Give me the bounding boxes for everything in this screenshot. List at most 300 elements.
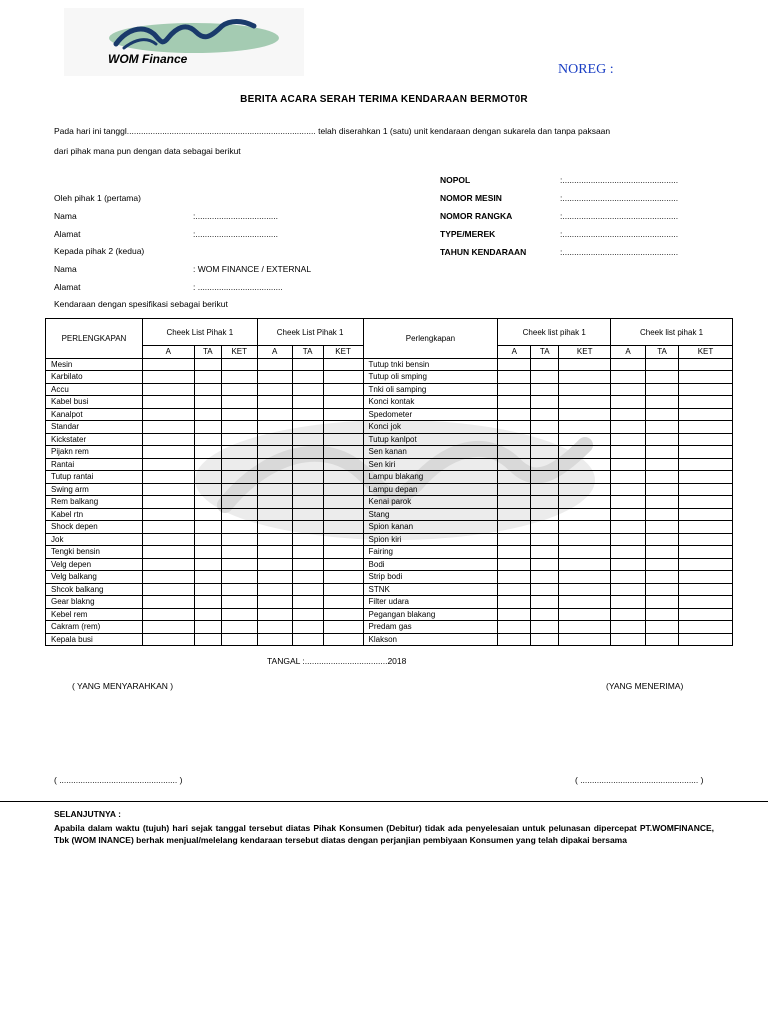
check-cell[interactable] <box>679 546 733 559</box>
check-cell[interactable] <box>679 421 733 434</box>
check-cell[interactable] <box>292 633 323 646</box>
check-cell[interactable] <box>498 483 531 496</box>
check-cell[interactable] <box>292 621 323 634</box>
check-cell[interactable] <box>221 458 257 471</box>
check-cell[interactable] <box>611 421 646 434</box>
check-cell[interactable] <box>611 383 646 396</box>
check-cell[interactable] <box>559 471 611 484</box>
check-cell[interactable] <box>646 396 679 409</box>
check-cell[interactable] <box>531 558 559 571</box>
check-cell[interactable] <box>257 633 292 646</box>
check-cell[interactable] <box>559 608 611 621</box>
check-cell[interactable] <box>498 471 531 484</box>
check-cell[interactable] <box>292 433 323 446</box>
check-cell[interactable] <box>646 633 679 646</box>
check-cell[interactable] <box>221 533 257 546</box>
check-cell[interactable] <box>194 383 221 396</box>
check-cell[interactable] <box>257 371 292 384</box>
check-cell[interactable] <box>221 483 257 496</box>
check-cell[interactable] <box>142 546 194 559</box>
check-cell[interactable] <box>257 533 292 546</box>
check-cell[interactable] <box>194 446 221 459</box>
check-cell[interactable] <box>221 571 257 584</box>
check-cell[interactable] <box>257 508 292 521</box>
check-cell[interactable] <box>531 596 559 609</box>
check-cell[interactable] <box>221 408 257 421</box>
check-cell[interactable] <box>611 371 646 384</box>
check-cell[interactable] <box>559 446 611 459</box>
check-cell[interactable] <box>531 583 559 596</box>
check-cell[interactable] <box>257 471 292 484</box>
check-cell[interactable] <box>498 383 531 396</box>
check-cell[interactable] <box>257 433 292 446</box>
checklist-body <box>46 358 733 646</box>
logo-text: WOM Finance <box>108 52 188 66</box>
check-cell[interactable] <box>257 546 292 559</box>
check-cell[interactable] <box>679 633 733 646</box>
check-cell[interactable] <box>221 433 257 446</box>
check-cell[interactable] <box>531 546 559 559</box>
left-equipment-item: Kebel rem <box>46 608 143 621</box>
check-cell[interactable] <box>323 533 363 546</box>
check-cell[interactable] <box>611 571 646 584</box>
check-cell[interactable] <box>221 496 257 509</box>
check-cell[interactable] <box>679 621 733 634</box>
check-cell[interactable] <box>221 421 257 434</box>
check-cell[interactable] <box>498 596 531 609</box>
check-cell[interactable] <box>292 521 323 534</box>
check-cell[interactable] <box>142 521 194 534</box>
check-cell[interactable] <box>646 521 679 534</box>
check-cell[interactable] <box>323 483 363 496</box>
check-cell[interactable] <box>221 583 257 596</box>
check-cell[interactable] <box>679 508 733 521</box>
handover-signature-line: ( .................................................. ) <box>54 775 183 785</box>
check-cell[interactable] <box>194 533 221 546</box>
check-cell[interactable] <box>646 558 679 571</box>
check-cell[interactable] <box>498 396 531 409</box>
check-cell[interactable] <box>221 508 257 521</box>
check-cell[interactable] <box>194 471 221 484</box>
check-cell[interactable] <box>292 421 323 434</box>
check-cell[interactable] <box>292 596 323 609</box>
check-cell[interactable] <box>646 421 679 434</box>
check-cell[interactable] <box>194 571 221 584</box>
check-cell[interactable] <box>221 546 257 559</box>
check-cell[interactable] <box>257 358 292 371</box>
date-line <box>267 656 406 666</box>
check-cell[interactable] <box>257 608 292 621</box>
check-cell[interactable] <box>559 383 611 396</box>
check-cell[interactable] <box>323 571 363 584</box>
check-cell[interactable] <box>531 446 559 459</box>
check-cell[interactable] <box>323 633 363 646</box>
check-cell[interactable] <box>498 433 531 446</box>
check-cell[interactable] <box>531 458 559 471</box>
check-cell[interactable] <box>257 483 292 496</box>
check-cell[interactable] <box>142 396 194 409</box>
check-cell[interactable] <box>559 358 611 371</box>
check-cell[interactable] <box>194 621 221 634</box>
check-cell[interactable] <box>646 596 679 609</box>
check-cell[interactable] <box>611 633 646 646</box>
check-cell[interactable] <box>292 608 323 621</box>
check-cell[interactable] <box>679 533 733 546</box>
vehicle-label-nopol: NOPOL <box>440 175 471 185</box>
check-cell[interactable] <box>679 458 733 471</box>
check-cell[interactable] <box>531 396 559 409</box>
check-cell[interactable] <box>559 596 611 609</box>
check-cell[interactable] <box>498 508 531 521</box>
left-equipment-item: Shock depen <box>46 521 143 534</box>
check-cell[interactable] <box>142 383 194 396</box>
check-cell[interactable] <box>611 408 646 421</box>
check-cell[interactable] <box>194 433 221 446</box>
check-cell[interactable] <box>292 496 323 509</box>
check-cell[interactable] <box>323 621 363 634</box>
check-cell[interactable] <box>679 408 733 421</box>
check-cell[interactable] <box>498 496 531 509</box>
check-cell[interactable] <box>194 596 221 609</box>
check-cell[interactable] <box>323 383 363 396</box>
check-cell[interactable] <box>257 446 292 459</box>
check-cell[interactable] <box>257 571 292 584</box>
check-cell[interactable] <box>611 596 646 609</box>
check-cell[interactable] <box>646 583 679 596</box>
check-cell[interactable] <box>142 596 194 609</box>
check-cell[interactable] <box>498 358 531 371</box>
right-equipment-item: Tutup tnki bensin <box>363 358 498 371</box>
check-cell[interactable] <box>257 383 292 396</box>
check-cell[interactable] <box>142 508 194 521</box>
check-cell[interactable] <box>611 508 646 521</box>
second-address-label: Alamat <box>54 282 81 292</box>
check-cell[interactable] <box>323 546 363 559</box>
check-cell[interactable] <box>323 433 363 446</box>
check-cell[interactable] <box>498 608 531 621</box>
check-cell[interactable] <box>292 396 323 409</box>
check-cell[interactable] <box>679 521 733 534</box>
check-cell[interactable] <box>646 483 679 496</box>
check-cell[interactable] <box>221 471 257 484</box>
check-cell[interactable] <box>559 533 611 546</box>
table-row <box>46 621 733 634</box>
check-cell[interactable] <box>498 633 531 646</box>
check-cell[interactable] <box>531 508 559 521</box>
check-cell[interactable] <box>646 621 679 634</box>
check-cell[interactable] <box>679 571 733 584</box>
check-cell[interactable] <box>292 546 323 559</box>
check-cell[interactable] <box>323 458 363 471</box>
check-cell[interactable] <box>257 496 292 509</box>
check-cell[interactable] <box>498 458 531 471</box>
check-cell[interactable] <box>679 496 733 509</box>
check-cell[interactable] <box>611 458 646 471</box>
check-cell[interactable] <box>611 521 646 534</box>
check-cell[interactable] <box>292 408 323 421</box>
check-cell[interactable] <box>559 571 611 584</box>
check-cell[interactable] <box>142 533 194 546</box>
check-cell[interactable] <box>221 621 257 634</box>
check-cell[interactable] <box>559 521 611 534</box>
check-cell[interactable] <box>611 446 646 459</box>
checklist-table <box>45 318 733 646</box>
check-cell[interactable] <box>679 446 733 459</box>
check-cell[interactable] <box>679 433 733 446</box>
check-cell[interactable] <box>559 496 611 509</box>
check-cell[interactable] <box>679 471 733 484</box>
check-cell[interactable] <box>531 383 559 396</box>
check-cell[interactable] <box>323 596 363 609</box>
check-cell[interactable] <box>292 471 323 484</box>
check-cell[interactable] <box>292 558 323 571</box>
check-cell[interactable] <box>221 358 257 371</box>
check-cell[interactable] <box>559 421 611 434</box>
check-cell[interactable] <box>498 558 531 571</box>
right-equipment-item: Spedometer <box>363 408 498 421</box>
check-cell[interactable] <box>221 521 257 534</box>
check-cell[interactable] <box>142 496 194 509</box>
check-cell[interactable] <box>257 583 292 596</box>
check-cell[interactable] <box>142 446 194 459</box>
check-cell[interactable] <box>531 533 559 546</box>
check-cell[interactable] <box>142 433 194 446</box>
check-cell[interactable] <box>142 608 194 621</box>
check-cell[interactable] <box>611 608 646 621</box>
check-cell[interactable] <box>531 358 559 371</box>
check-cell[interactable] <box>292 583 323 596</box>
right-check1-header: Cheek list pihak 1 <box>498 319 611 346</box>
check-cell[interactable] <box>292 358 323 371</box>
check-cell[interactable] <box>611 396 646 409</box>
check-cell[interactable] <box>679 371 733 384</box>
check-cell[interactable] <box>498 583 531 596</box>
check-cell[interactable] <box>498 533 531 546</box>
check-cell[interactable] <box>323 608 363 621</box>
check-cell[interactable] <box>194 508 221 521</box>
check-cell[interactable] <box>292 508 323 521</box>
check-cell[interactable] <box>559 508 611 521</box>
check-cell[interactable] <box>679 396 733 409</box>
check-cell[interactable] <box>531 608 559 621</box>
check-cell[interactable] <box>611 433 646 446</box>
check-cell[interactable] <box>559 621 611 634</box>
table-row <box>46 596 733 609</box>
check-cell[interactable] <box>531 483 559 496</box>
check-cell[interactable] <box>292 533 323 546</box>
check-cell[interactable] <box>194 521 221 534</box>
check-cell[interactable] <box>142 633 194 646</box>
check-cell[interactable] <box>531 621 559 634</box>
table-row <box>46 358 733 371</box>
check-cell[interactable] <box>498 421 531 434</box>
check-cell[interactable] <box>257 396 292 409</box>
check-cell[interactable] <box>611 546 646 559</box>
check-cell[interactable] <box>646 458 679 471</box>
check-cell[interactable] <box>142 483 194 496</box>
check-cell[interactable] <box>498 408 531 421</box>
right-equipment-item: Lampu blakang <box>363 471 498 484</box>
check-cell[interactable] <box>142 571 194 584</box>
check-cell[interactable] <box>194 396 221 409</box>
check-cell[interactable] <box>679 558 733 571</box>
check-cell[interactable] <box>559 633 611 646</box>
check-cell[interactable] <box>142 408 194 421</box>
check-cell[interactable] <box>646 496 679 509</box>
check-cell[interactable] <box>323 471 363 484</box>
check-cell[interactable] <box>142 371 194 384</box>
check-cell[interactable] <box>221 558 257 571</box>
check-cell[interactable] <box>194 358 221 371</box>
check-cell[interactable] <box>142 558 194 571</box>
left-equipment-item: Jok <box>46 533 143 546</box>
check-cell[interactable] <box>257 521 292 534</box>
check-cell[interactable] <box>646 508 679 521</box>
check-cell[interactable] <box>531 433 559 446</box>
check-cell[interactable] <box>142 421 194 434</box>
check-cell[interactable] <box>142 621 194 634</box>
check-cell[interactable] <box>221 633 257 646</box>
check-cell[interactable] <box>531 521 559 534</box>
check-cell[interactable] <box>559 433 611 446</box>
check-cell[interactable] <box>498 521 531 534</box>
check-cell[interactable] <box>194 483 221 496</box>
check-cell[interactable] <box>646 358 679 371</box>
check-cell[interactable] <box>498 546 531 559</box>
check-cell[interactable] <box>221 396 257 409</box>
check-cell[interactable] <box>194 608 221 621</box>
check-cell[interactable] <box>559 546 611 559</box>
check-cell[interactable] <box>257 621 292 634</box>
check-cell[interactable] <box>221 371 257 384</box>
check-cell[interactable] <box>646 446 679 459</box>
check-cell[interactable] <box>323 583 363 596</box>
check-cell[interactable] <box>559 483 611 496</box>
check-cell[interactable] <box>323 508 363 521</box>
check-cell[interactable] <box>142 458 194 471</box>
check-cell[interactable] <box>611 496 646 509</box>
check-cell[interactable] <box>194 458 221 471</box>
table-row <box>46 521 733 534</box>
check-cell[interactable] <box>531 371 559 384</box>
right-equipment-item: Fairing <box>363 546 498 559</box>
check-cell[interactable] <box>679 608 733 621</box>
check-cell[interactable] <box>221 383 257 396</box>
check-cell[interactable] <box>498 446 531 459</box>
subheader-ta: TA <box>194 346 221 359</box>
check-cell[interactable] <box>679 358 733 371</box>
check-cell[interactable] <box>257 421 292 434</box>
check-cell[interactable] <box>257 596 292 609</box>
check-cell[interactable] <box>646 546 679 559</box>
check-cell[interactable] <box>559 458 611 471</box>
check-cell[interactable] <box>611 621 646 634</box>
check-cell[interactable] <box>531 496 559 509</box>
check-cell[interactable] <box>292 483 323 496</box>
check-cell[interactable] <box>221 608 257 621</box>
check-cell[interactable] <box>323 446 363 459</box>
check-cell[interactable] <box>646 608 679 621</box>
check-cell[interactable] <box>559 558 611 571</box>
check-cell[interactable] <box>323 358 363 371</box>
check-cell[interactable] <box>292 383 323 396</box>
check-cell[interactable] <box>221 596 257 609</box>
check-cell[interactable] <box>323 421 363 434</box>
vehicle-label-type: TYPE/MEREK <box>440 229 496 239</box>
check-cell[interactable] <box>646 533 679 546</box>
check-cell[interactable] <box>559 583 611 596</box>
check-cell[interactable] <box>194 408 221 421</box>
check-cell[interactable] <box>257 558 292 571</box>
check-cell[interactable] <box>292 571 323 584</box>
check-cell[interactable] <box>221 446 257 459</box>
check-cell[interactable] <box>142 583 194 596</box>
check-cell[interactable] <box>679 483 733 496</box>
check-cell[interactable] <box>531 633 559 646</box>
check-cell[interactable] <box>531 571 559 584</box>
check-cell[interactable] <box>498 371 531 384</box>
check-cell[interactable] <box>142 358 194 371</box>
check-cell[interactable] <box>292 458 323 471</box>
check-cell[interactable] <box>646 571 679 584</box>
check-cell[interactable] <box>323 521 363 534</box>
check-cell[interactable] <box>646 433 679 446</box>
check-cell[interactable] <box>292 371 323 384</box>
check-cell[interactable] <box>194 583 221 596</box>
check-cell[interactable] <box>257 458 292 471</box>
right-equipment-item: Sen kanan <box>363 446 498 459</box>
check-cell[interactable] <box>194 496 221 509</box>
check-cell[interactable] <box>611 533 646 546</box>
check-cell[interactable] <box>559 408 611 421</box>
check-cell[interactable] <box>611 471 646 484</box>
right-equipment-item: Predam gas <box>363 621 498 634</box>
check-cell[interactable] <box>611 358 646 371</box>
check-cell[interactable] <box>559 396 611 409</box>
check-cell[interactable] <box>531 408 559 421</box>
check-cell[interactable] <box>679 583 733 596</box>
check-cell[interactable] <box>142 471 194 484</box>
check-cell[interactable] <box>611 583 646 596</box>
check-cell[interactable] <box>194 558 221 571</box>
check-cell[interactable] <box>257 408 292 421</box>
check-cell[interactable] <box>323 496 363 509</box>
check-cell[interactable] <box>611 483 646 496</box>
check-cell[interactable] <box>559 371 611 384</box>
check-cell[interactable] <box>531 421 559 434</box>
check-cell[interactable] <box>679 383 733 396</box>
check-cell[interactable] <box>498 621 531 634</box>
check-cell[interactable] <box>194 546 221 559</box>
check-cell[interactable] <box>611 558 646 571</box>
check-cell[interactable] <box>194 371 221 384</box>
check-cell[interactable] <box>646 383 679 396</box>
check-cell[interactable] <box>323 558 363 571</box>
check-cell[interactable] <box>323 396 363 409</box>
check-cell[interactable] <box>679 596 733 609</box>
check-cell[interactable] <box>292 446 323 459</box>
subheader-ket: KET <box>559 346 611 359</box>
check-cell[interactable] <box>498 571 531 584</box>
check-cell[interactable] <box>646 371 679 384</box>
check-cell[interactable] <box>646 408 679 421</box>
check-cell[interactable] <box>194 421 221 434</box>
check-cell[interactable] <box>646 471 679 484</box>
check-cell[interactable] <box>194 633 221 646</box>
check-cell[interactable] <box>323 371 363 384</box>
check-cell[interactable] <box>531 471 559 484</box>
check-cell[interactable] <box>323 408 363 421</box>
